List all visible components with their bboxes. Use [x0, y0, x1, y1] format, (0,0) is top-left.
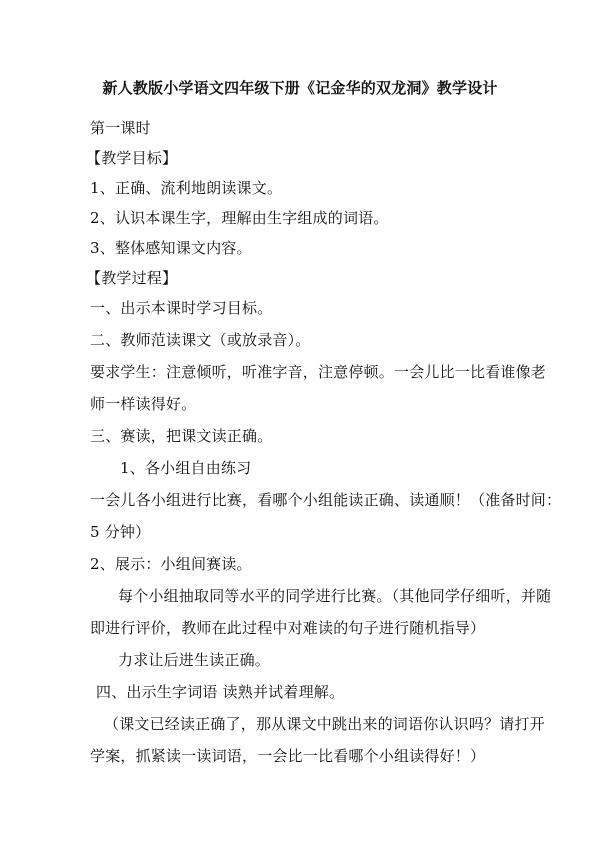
step-3-sub-1: 1、各小组自由练习 — [120, 459, 252, 477]
step-2-requirement-line-2: 师一样读得好。 — [90, 395, 197, 413]
process-step-4: 四、出示生字词语 读熟并试着理解。 — [96, 683, 345, 701]
process-step-1: 一、出示本课时学习目标。 — [90, 299, 273, 317]
objective-item-1: 1、正确、流利地朗读课文。 — [90, 179, 283, 197]
step-4-detail-line-1: （课文已经读正确了，那从课文中跳出来的词语你认识吗？请打开 — [104, 715, 545, 733]
objective-item-2: 2、认识本课生字，理解由生字组成的词语。 — [90, 209, 389, 227]
step-2-requirement-line-1: 要求学生：注意倾听，听准字音，注意停顿。一会儿比一比看谁像老 — [90, 363, 547, 381]
step-3-sub-2-note: 力求让后进生读正确。 — [118, 651, 271, 669]
step-4-detail-line-2: 学案，抓紧读一读词语，一会比一比看哪个小组读得好！） — [90, 747, 486, 765]
objectives-heading: 【教学目标】 — [86, 149, 178, 167]
step-3-sub-2-detail-line-2: 即进行评价，教师在此过程中对难读的句子进行随机指导） — [90, 619, 486, 637]
objective-item-3: 3、整体感知课文内容。 — [90, 239, 252, 257]
step-3-sub-1-detail-line-2: 5 分钟） — [90, 523, 151, 541]
process-heading: 【教学过程】 — [86, 269, 178, 287]
step-3-sub-1-detail-line-1: 一会儿各小组进行比赛，看哪个小组能读正确、读通顺！（准备时间： — [90, 491, 562, 509]
step-3-sub-2: 2、展示：小组间赛读。 — [90, 555, 252, 573]
lesson-label: 第一课时 — [90, 119, 151, 137]
step-3-sub-2-detail-line-1: 每个小组抽取同等水平的同学进行比赛。（其他同学仔细听，并随 — [118, 587, 552, 605]
process-step-3: 三、赛读，把课文读正确。 — [90, 427, 273, 445]
process-step-2: 二、教师范读课文（或放录音）。 — [90, 331, 311, 349]
document-title: 新人教版小学语文四年级下册《记金华的双龙洞》教学设计 — [102, 79, 498, 97]
